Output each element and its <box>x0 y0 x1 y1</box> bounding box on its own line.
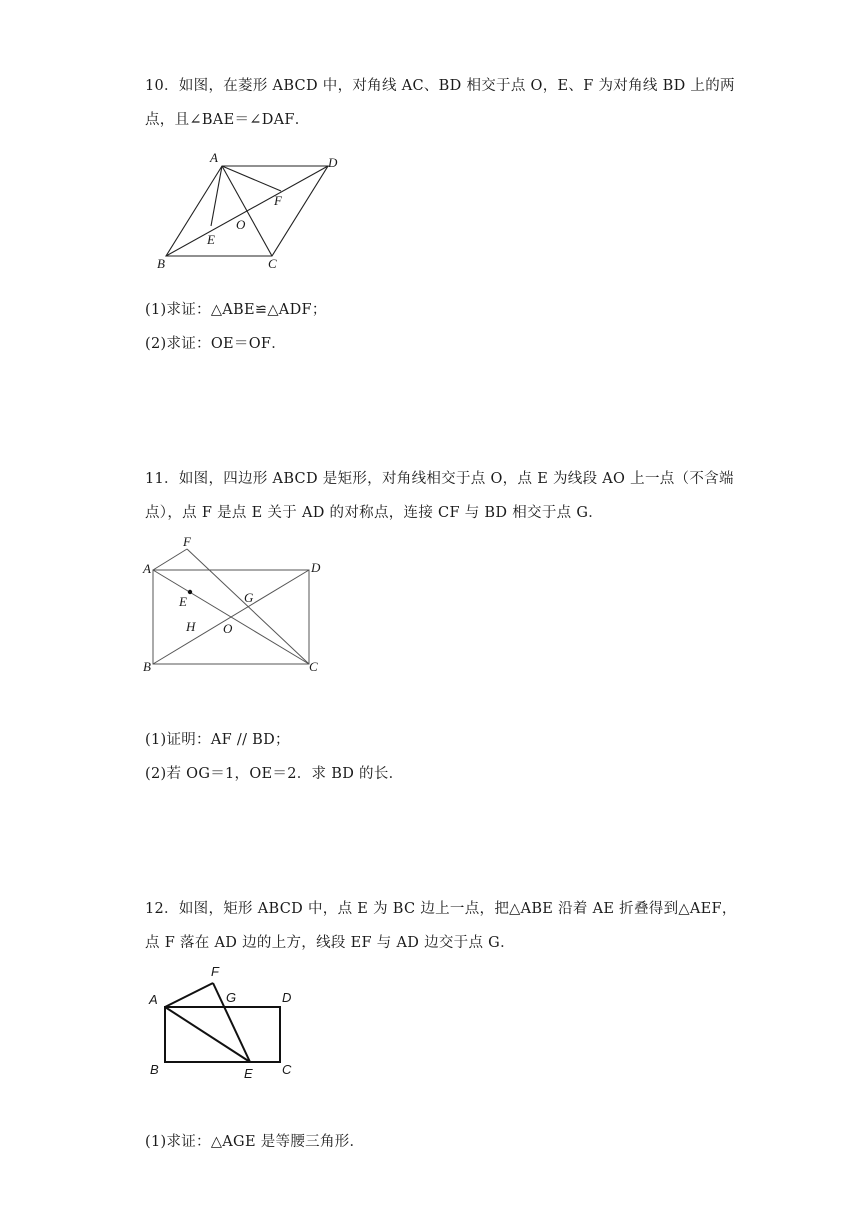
label-b: B <box>157 256 165 271</box>
problem-10-figure <box>150 150 360 275</box>
diagonal-bd <box>166 166 328 256</box>
label-d: D <box>328 155 338 170</box>
point-e <box>188 590 192 594</box>
label-a: A <box>210 150 218 165</box>
problem-11-part-1: (1)证明：AF // BD； <box>145 732 290 748</box>
label-e: E <box>179 594 187 609</box>
label-g: G <box>244 590 254 605</box>
label-a: A <box>143 561 151 576</box>
label-c: C <box>309 659 318 674</box>
label-b: B <box>143 659 151 674</box>
segment-af <box>222 166 281 191</box>
label-b: B <box>150 1062 159 1077</box>
segment-cf <box>187 549 309 664</box>
problem-10-statement-line-1: 10．如图，在菱形 ABCD 中，对角线 AC、BD 相交于点 O，E、F 为对角线 BD 上的两 <box>145 78 735 94</box>
label-o: O <box>236 217 246 232</box>
label-c: C <box>282 1062 292 1077</box>
problem-12-statement-line-1: 12．如图，矩形 ABCD 中，点 E 为 BC 边上一点，把△ABE 沿着 AE 折叠得到△AEF， <box>145 901 737 917</box>
problem-11-statement-line-2: 点），点 F 是点 E 关于 AD 的对称点，连接 CF 与 BD 相交于点 G． <box>145 505 604 521</box>
label-e: E <box>244 1066 253 1081</box>
problem-12-part-1: (1)求证：△AGE 是等腰三角形． <box>145 1134 365 1150</box>
problem-12-statement-line-2: 点 F 落在 AD 边的上方，线段 EF 与 AD 边交于点 G． <box>145 935 515 951</box>
label-h: H <box>186 619 196 634</box>
problem-11-statement-line-1: 11．如图，四边形 ABCD 是矩形，对角线相交于点 O，点 E 为线段 AO 上一点（不含端 <box>145 471 734 487</box>
label-o: O <box>223 621 233 636</box>
label-d: D <box>311 560 321 575</box>
label-c: C <box>268 256 277 271</box>
rectangle-abcd <box>165 1007 280 1062</box>
problem-10-statement-line-2: 点，且∠BAE＝∠DAF． <box>145 112 310 128</box>
problem-12-figure <box>140 960 310 1085</box>
problem-11-part-2: (2)若 OG＝1，OE＝2．求 BD 的长． <box>145 766 404 782</box>
segment-af <box>165 983 213 1007</box>
problem-10-part-2: (2)求证：OE＝OF． <box>145 336 287 352</box>
label-d: D <box>282 990 292 1005</box>
problem-10-part-1: (1)求证：△ABE≌△ADF； <box>145 302 327 318</box>
label-f: F <box>274 193 282 208</box>
label-a: A <box>149 992 158 1007</box>
label-e: E <box>207 232 215 247</box>
label-f: F <box>211 964 219 979</box>
problem-11-figure <box>140 532 340 677</box>
label-f: F <box>183 534 191 549</box>
label-g: G <box>226 990 237 1005</box>
segment-af <box>153 549 187 570</box>
